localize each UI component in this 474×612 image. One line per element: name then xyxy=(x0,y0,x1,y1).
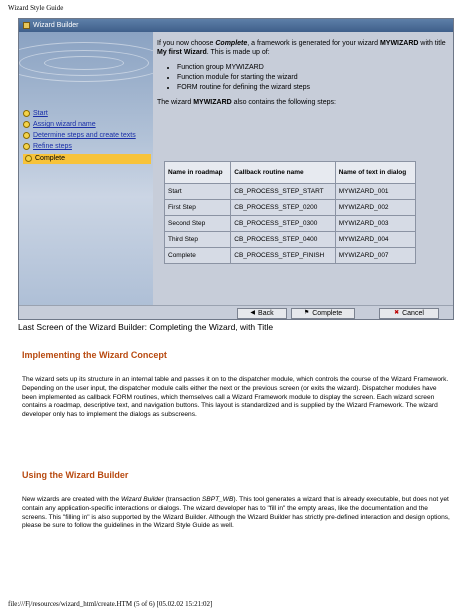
table-cell: MYWIZARD_007 xyxy=(335,248,415,264)
roadmap-step-icon xyxy=(25,155,32,162)
generated-items-list xyxy=(177,63,447,92)
column-header: Callback routine name xyxy=(231,162,335,184)
water-ripple-graphic xyxy=(44,56,124,70)
table-row xyxy=(165,248,416,264)
table-cell: MYWIZARD_001 xyxy=(335,184,415,200)
window-title: Wizard Builder xyxy=(33,22,79,29)
roadmap-item-label: Complete xyxy=(35,155,65,162)
table-row xyxy=(165,200,416,216)
table-cell: MYWIZARD_003 xyxy=(335,216,415,232)
roadmap-item-label: Determine steps and create texts xyxy=(33,132,136,139)
table-cell: CB_PROCESS_STEP_FINISH xyxy=(231,248,335,264)
roadmap-item-refine-steps[interactable] xyxy=(23,143,151,151)
list-item: • FORM routine for defining the wizard steps xyxy=(177,83,447,92)
table-cell: Start xyxy=(165,184,231,200)
table-cell: CB_PROCESS_STEP_0200 xyxy=(231,200,335,216)
table-row xyxy=(165,216,416,232)
roadmap-item-determine-steps[interactable] xyxy=(23,132,151,140)
roadmap-step-icon xyxy=(23,132,30,139)
column-header: Name in roadmap xyxy=(165,162,231,184)
list-item: • Function module for starting the wizard xyxy=(177,73,447,82)
table-cell: CB_PROCESS_STEP_START xyxy=(231,184,335,200)
list-item: • Function group MYWIZARD xyxy=(177,63,447,72)
intro-text: If you now choose Complete, a framework is generated for your wizard MYWIZARD with title My first Wizard. This is made up of: xyxy=(157,40,446,56)
button-bar xyxy=(19,305,453,319)
roadmap-panel xyxy=(19,32,153,307)
table-cell: Third Step xyxy=(165,232,231,248)
steps-intro-text: The wizard MYWIZARD also contains the following steps: xyxy=(157,99,336,106)
roadmap-step-icon xyxy=(23,143,30,150)
cancel-x-icon: ✖ xyxy=(394,310,400,316)
table-cell: First Step xyxy=(165,200,231,216)
roadmap-item-label: Assign wizard name xyxy=(33,121,96,128)
table-cell: Complete xyxy=(165,248,231,264)
table-row xyxy=(165,232,416,248)
roadmap-item-label: Refine steps xyxy=(33,143,72,150)
roadmap-item-label: Start xyxy=(33,110,48,117)
roadmap xyxy=(23,110,151,167)
section-paragraph: The wizard sets up its structure in an internal table and passes it on to the dispatcher module, which controls the course of the Wizard Framework. Depending on the user input, the dispatcher module calls either the next or the previous screen (or exits the wizard). Dispatcher modules have been implemented as callback FORM routines, which themselves call a Wizard Framework module to display the screen. Each wizard screen contains a roadmap, descriptive text, and navigation buttons. This layout is standardized and is supplied by the Wizard Framework. The wizard developer only has to implement the dialogs as subscreens. xyxy=(22,376,449,419)
wizard-content xyxy=(157,39,447,113)
roadmap-item-assign-name[interactable] xyxy=(23,121,151,129)
window-icon xyxy=(23,22,30,29)
steps-table xyxy=(164,161,416,264)
table-cell: MYWIZARD_004 xyxy=(335,232,415,248)
back-button[interactable]: ◀ Back xyxy=(237,308,287,319)
table-row xyxy=(165,184,416,200)
page-footer: file:///F|/resources/wizard_html/create.HTM (5 of 6) [05.02.02 15:21:02] xyxy=(8,600,213,608)
roadmap-item-complete[interactable] xyxy=(23,154,151,164)
section-heading: Using the Wizard Builder xyxy=(22,470,129,480)
back-arrow-icon: ◀ xyxy=(250,310,256,316)
roadmap-item-start[interactable] xyxy=(23,110,151,118)
roadmap-step-icon xyxy=(23,121,30,128)
table-header-row xyxy=(165,162,416,184)
column-header: Name of text in dialog xyxy=(335,162,415,184)
table-cell: CB_PROCESS_STEP_0300 xyxy=(231,216,335,232)
complete-flag-icon: ⚑ xyxy=(303,310,310,316)
table-cell: CB_PROCESS_STEP_0400 xyxy=(231,232,335,248)
section-heading: Implementing the Wizard Concept xyxy=(22,350,167,360)
table-cell: MYWIZARD_002 xyxy=(335,200,415,216)
roadmap-step-icon xyxy=(23,110,30,117)
complete-button[interactable]: ⚑ Complete xyxy=(291,308,355,319)
figure-caption: Last Screen of the Wizard Builder: Completing the Wizard, with Title xyxy=(18,322,274,332)
cancel-button[interactable]: ✖ Cancel xyxy=(379,308,439,319)
window-titlebar xyxy=(19,19,453,32)
wizard-window xyxy=(18,18,454,320)
page-header: Wizard Style Guide xyxy=(8,4,64,12)
section-paragraph: New wizards are created with the Wizard Builder (transaction SBPT_WB). This tool generates a wizard that is already executable, but does not yet contain any application-specific interactions or dialogs. The wizard developer has to "fill in" the empty areas, like the documentation and the screens. This "filling in" is also supported by the Wizard Builder. Although the Wizard Builder has strictly pre-defined interaction and design options, please be sure to follow the guidelines in the Wizard Style Guide as well. xyxy=(22,496,450,530)
table-cell: Second Step xyxy=(165,216,231,232)
